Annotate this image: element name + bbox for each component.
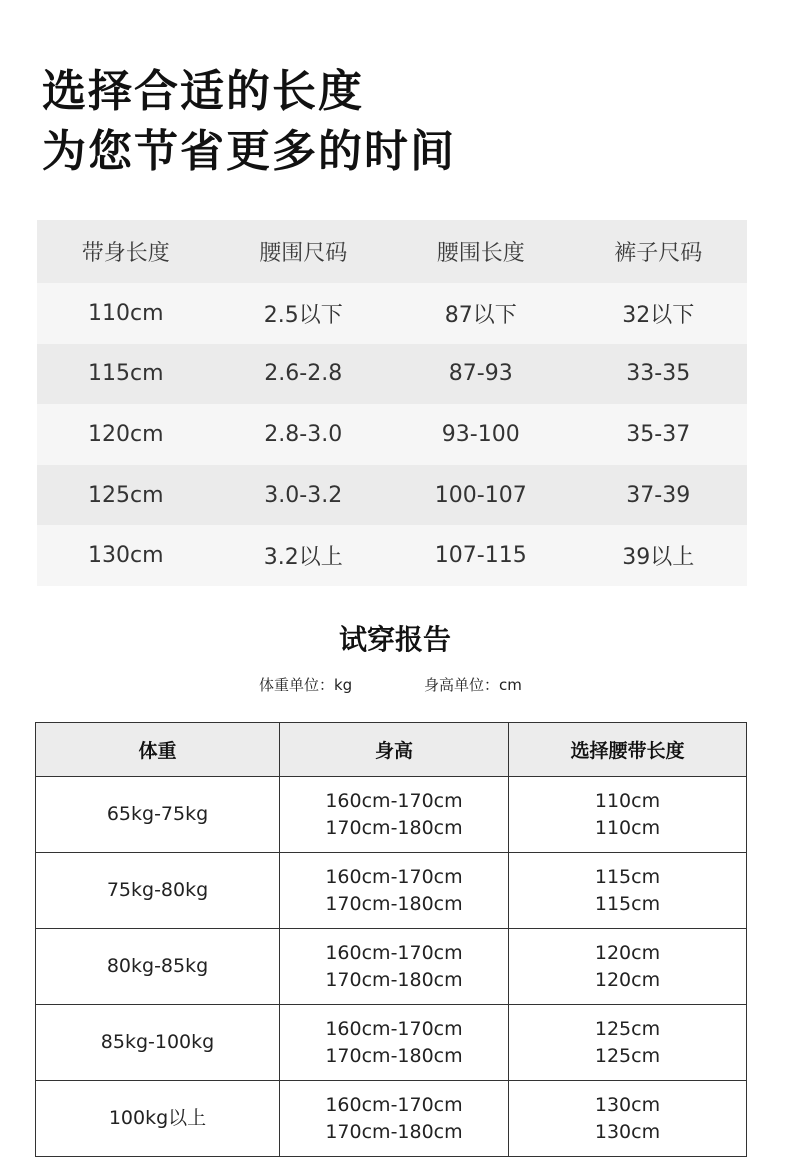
size-cell-waist-size: 2.5以下 <box>263 302 343 328</box>
report-cell-weight: 65kg-75kg <box>36 777 280 853</box>
report-cell-weight: 75kg-80kg <box>36 853 280 929</box>
size-table-row <box>37 283 747 344</box>
belt-length: 120cm <box>594 968 661 991</box>
belt-length: 130cm <box>594 1120 661 1143</box>
size-cell-belt-length: 115cm <box>87 361 164 387</box>
size-cell-waist-length: 107-115 <box>434 543 527 569</box>
belt-length: 110cm <box>594 816 661 839</box>
report-cell-height <box>280 1081 509 1157</box>
size-cell-pants-size: 39以上 <box>622 545 695 571</box>
height-range: 160cm-170cm <box>325 941 463 964</box>
report-cell-weight: 100kg以上 <box>36 1081 280 1157</box>
report-cell-belt-length <box>509 929 747 1005</box>
height-range: 160cm-170cm <box>325 1017 463 1040</box>
report-cell-weight: 80kg-85kg <box>36 929 280 1005</box>
belt-length: 115cm <box>594 865 661 888</box>
size-table <box>37 220 747 586</box>
size-cell-belt-length: 125cm <box>87 482 164 508</box>
belt-length: 110cm <box>594 789 661 812</box>
height-range: 170cm-180cm <box>325 1044 463 1067</box>
report-row <box>36 929 747 1005</box>
size-table-row <box>37 525 747 586</box>
height-range: 170cm-180cm <box>325 816 463 839</box>
report-row <box>36 853 747 929</box>
height-range: 170cm-180cm <box>325 968 463 991</box>
belt-length: 120cm <box>594 941 661 964</box>
height-unit-note: 身高单位：cm <box>424 676 522 694</box>
report-header-height: 身高 <box>280 723 509 777</box>
size-cell-waist-size: 2.6-2.8 <box>264 361 343 387</box>
report-header-row <box>36 723 747 777</box>
weight-unit-note: 体重单位：kg <box>259 676 353 694</box>
height-range: 170cm-180cm <box>325 1120 463 1143</box>
size-header-pants-size: 裤子尺码 <box>614 241 703 266</box>
size-cell-waist-length: 100-107 <box>434 482 527 508</box>
report-row <box>36 777 747 853</box>
size-cell-pants-size: 37-39 <box>626 482 691 508</box>
headline-line-2: 为您节省更多的时间 <box>42 126 456 177</box>
headline-line-1: 选择合适的长度 <box>42 66 364 117</box>
report-cell-weight: 85kg-100kg <box>36 1005 280 1081</box>
size-header-waist-size: 腰围尺码 <box>259 241 348 266</box>
report-cell-belt-length <box>509 777 747 853</box>
size-header-waist-length: 腰围长度 <box>436 241 525 266</box>
report-row <box>36 1005 747 1081</box>
size-cell-belt-length: 110cm <box>87 300 164 326</box>
height-range: 160cm-170cm <box>325 865 463 888</box>
belt-length: 130cm <box>594 1093 661 1116</box>
size-cell-waist-length: 87-93 <box>448 361 513 387</box>
belt-length: 115cm <box>594 892 661 915</box>
height-range: 160cm-170cm <box>325 1093 463 1116</box>
report-cell-belt-length <box>509 1081 747 1157</box>
size-cell-waist-length: 93-100 <box>441 421 520 447</box>
size-table-row <box>37 404 747 465</box>
report-header-belt-length: 选择腰带长度 <box>509 723 747 777</box>
size-cell-belt-length: 120cm <box>87 421 164 447</box>
size-cell-pants-size: 35-37 <box>626 421 691 447</box>
report-cell-height <box>280 929 509 1005</box>
report-title: 试穿报告 <box>338 623 451 656</box>
report-cell-belt-length <box>509 853 747 929</box>
size-table-header-row <box>37 220 747 283</box>
size-table-row <box>37 465 747 526</box>
size-cell-pants-size: 33-35 <box>626 361 691 387</box>
report-table-body <box>36 777 747 1157</box>
height-range: 170cm-180cm <box>325 892 463 915</box>
report-header-weight: 体重 <box>36 723 280 777</box>
headline <box>42 62 456 182</box>
size-table-row <box>37 344 747 405</box>
belt-length: 125cm <box>594 1044 661 1067</box>
report-cell-height <box>280 777 509 853</box>
size-table-body <box>37 283 747 586</box>
report-cell-height <box>280 853 509 929</box>
belt-length: 125cm <box>594 1017 661 1040</box>
report-cell-height <box>280 1005 509 1081</box>
report-cell-belt-length <box>509 1005 747 1081</box>
size-cell-pants-size: 32以下 <box>622 302 695 328</box>
size-header-belt-length: 带身长度 <box>81 241 170 266</box>
report-table <box>35 722 747 1157</box>
size-cell-belt-length: 130cm <box>87 543 164 569</box>
height-range: 160cm-170cm <box>325 789 463 812</box>
size-cell-waist-size: 2.8-3.0 <box>264 421 343 447</box>
size-cell-waist-size: 3.2以上 <box>263 545 343 571</box>
report-row <box>36 1081 747 1157</box>
size-cell-waist-size: 3.0-3.2 <box>264 482 343 508</box>
size-cell-waist-length: 87以下 <box>444 302 517 328</box>
